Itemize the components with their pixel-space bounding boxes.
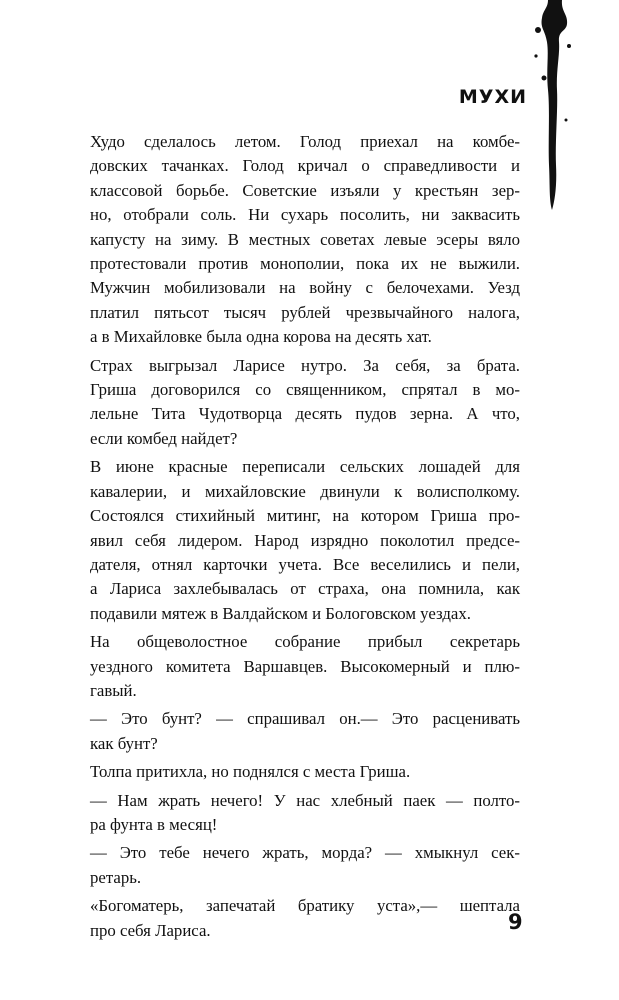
body-text bbox=[90, 130, 520, 947]
text-line: Гриша договорился со священником, спрятал в мо- bbox=[90, 380, 520, 400]
paragraph bbox=[90, 455, 520, 626]
text-line: платил пятьсот тысяч рублей чрезвычайного налога, bbox=[90, 302, 520, 322]
paragraph bbox=[90, 894, 520, 943]
text-line: «Богоматерь, запечатай братику уста»,— шептала bbox=[90, 896, 520, 916]
paragraph bbox=[90, 630, 520, 703]
text-line: Страх выгрызал Ларисе нутро. За себя, за брата. bbox=[90, 355, 520, 375]
text-line: классовой борьбе. Советские изъяли у крестьян зер- bbox=[90, 180, 520, 200]
text-line: Состоялся стихийный митинг, на котором Гриша про- bbox=[90, 506, 520, 526]
paragraph bbox=[90, 789, 520, 838]
paragraph bbox=[90, 130, 520, 350]
text-line: ретарь. bbox=[90, 867, 142, 887]
paragraph bbox=[90, 354, 520, 452]
text-line: ра фунта в месяц! bbox=[90, 814, 218, 834]
text-line: капусту на зиму. В местных советах левые эсеры вяло bbox=[90, 229, 520, 249]
text-line: — Это бунт? — спрашивал он.— Это расценивать bbox=[90, 709, 520, 729]
text-line: Худо сделалось летом. Голод приехал на комбе- bbox=[90, 132, 520, 151]
text-line: как бунт? bbox=[90, 733, 158, 753]
paragraph bbox=[90, 760, 520, 784]
text-line: дателя, отнял карточки учета. Все веселились и пели, bbox=[90, 554, 520, 574]
text-line: довских тачанках. Голод кричал о справедливости и bbox=[90, 156, 520, 176]
paragraph bbox=[90, 841, 520, 890]
text-line: кавалерии, и михайловские двинули к волисполкому. bbox=[90, 481, 520, 501]
text-line: Мужчин мобилизовали на войну с белочехами. Уезд bbox=[90, 278, 520, 298]
text-line: про себя Лариса. bbox=[90, 920, 211, 940]
text-line: На общеволостное собрание прибыл секретарь bbox=[90, 632, 520, 652]
text-line: уездного комитета Варшавцев. Высокомерный и плю- bbox=[90, 656, 520, 676]
text-line: — Нам жрать нечего! У нас хлебный паек — полто- bbox=[90, 790, 520, 810]
paragraph bbox=[90, 707, 520, 756]
text-line: подавили мятеж в Валдайском и Бологовском уездах. bbox=[90, 603, 471, 623]
text-line: — Это тебе нечего жрать, морда? — хмыкнул сек- bbox=[90, 843, 520, 863]
text-line: если комбед найдет? bbox=[90, 428, 238, 448]
text-line: а Лариса захлебывалась от страха, она помнила, как bbox=[90, 579, 520, 599]
text-line: Толпа притихла, но поднялся с места Гриша. bbox=[90, 762, 411, 782]
running-head: МУХИ bbox=[458, 86, 527, 108]
text-line: но, отобрали соль. Ни сухарь посолить, ни заквасить bbox=[90, 205, 520, 225]
text-line: В июне красные переписали сельских лошадей для bbox=[90, 457, 520, 477]
ink-splash-illustration bbox=[528, 0, 576, 220]
text-line: явил себя лидером. Народ изрядно поколотил предсе- bbox=[90, 530, 520, 550]
text-line: а в Михайловке была одна корова на десять хат. bbox=[90, 327, 432, 347]
text-line: протестовали против монополии, пока их не выжили. bbox=[90, 254, 520, 274]
text-line: гавый. bbox=[90, 680, 137, 700]
page-number: 9 bbox=[508, 910, 523, 934]
text-line: лельне Тита Чудотворца десять пудов зерна. А что, bbox=[90, 404, 520, 424]
